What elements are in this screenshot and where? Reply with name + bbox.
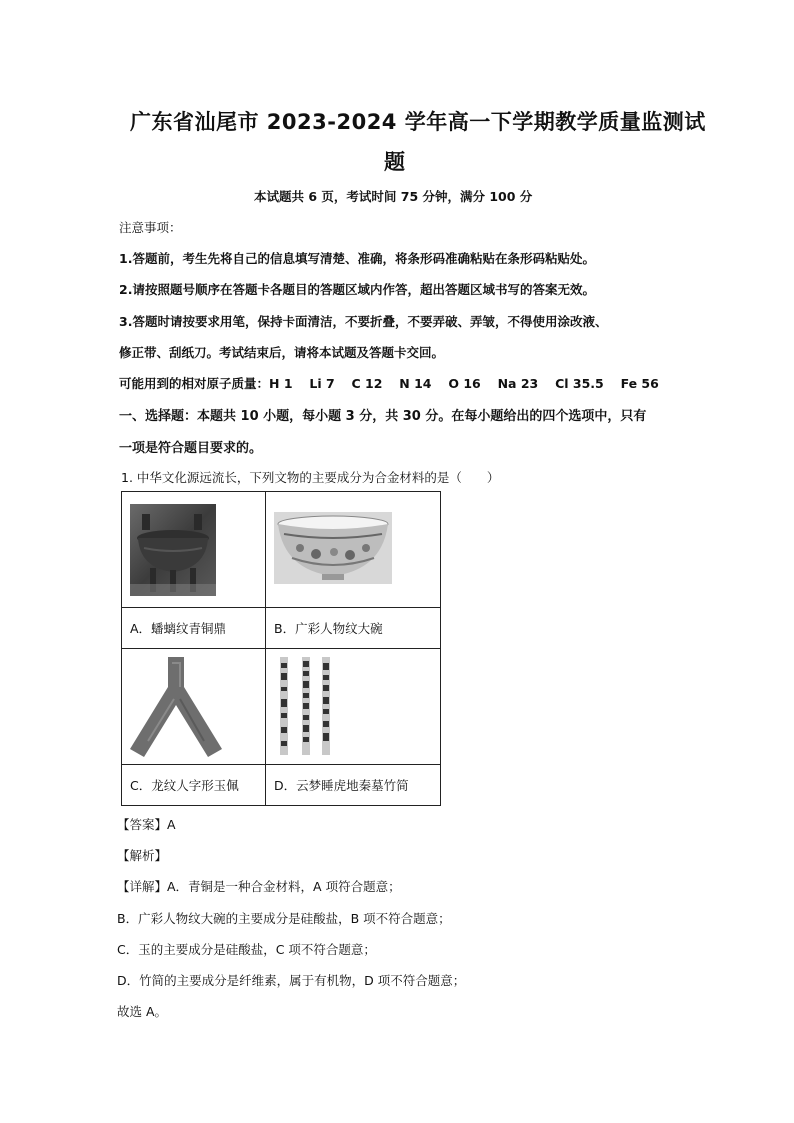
analysis-conclusion: 故选 A。: [117, 1004, 168, 1019]
porcelain-bowl-image: [274, 512, 392, 584]
notice-heading: 注意事项：: [119, 220, 182, 235]
analysis-detail-4: D．竹简的主要成分是纤维素，属于有机物，D 项不符合题意；: [117, 973, 466, 988]
option-d-label: D．云梦睡虎地秦墓竹简: [266, 765, 441, 806]
exam-subtitle: 本试题共 6 页，考试时间 75 分钟，满分 100 分: [254, 189, 533, 204]
option-b-label: B．广彩人物纹大碗: [266, 608, 441, 649]
jade-pendant-image: [128, 657, 224, 757]
analysis-detail-1: 【详解】A．青铜是一种合金材料，A 项符合题意；: [117, 879, 401, 894]
bronze-ding-image: [130, 504, 216, 596]
notice-item-2: 2.请按照题号顺序在答题卡各题目的答题区域内作答，超出答题区域书写的答案无效。: [119, 282, 595, 297]
options-table: [121, 491, 441, 806]
answer: 【答案】A: [117, 817, 176, 832]
notice-item-3-line1: 3.答题时请按要求用笔，保持卡面清洁，不要折叠，不要弄破、弄皱，不得使用涂改液、: [119, 314, 608, 329]
page-title-line1: 广东省汕尾市 2023-2024 学年高一下学期教学质量监测试: [130, 110, 706, 134]
section-1-heading-line1: 一、选择题：本题共 10 小题，每小题 3 分，共 30 分。在每小题给出的四个选项中，只有: [119, 409, 647, 424]
bamboo-slips-image: [278, 657, 334, 757]
option-c-image-cell: [122, 649, 266, 765]
option-a-image-cell: [122, 492, 266, 608]
question-1-stem: 1. 中华文化源远流长，下列文物的主要成分为合金材料的是（ ）: [121, 470, 500, 485]
section-1-heading-line2: 一项是符合题目要求的。: [119, 441, 263, 456]
page-title-line2: 题: [384, 150, 406, 174]
atomic-masses: 可能用到的相对原子质量：H 1 Li 7 C 12 N 14 O 16 Na 23 Cl 35.5 Fe 56: [119, 376, 659, 391]
analysis-detail-3: C．玉的主要成分是硅酸盐，C 项不符合题意；: [117, 942, 376, 957]
option-a-label: A．蟠螭纹青铜鼎: [122, 608, 266, 649]
option-b-image-cell: [266, 492, 441, 608]
option-d-image-cell: [266, 649, 441, 765]
notice-item-3-line2: 修正带、刮纸刀。考试结束后，请将本试题及答题卡交回。: [119, 345, 445, 360]
analysis-heading: 【解析】: [117, 848, 168, 863]
option-c-label: C．龙纹人字形玉佩: [122, 765, 266, 806]
analysis-detail-2: B．广彩人物纹大碗的主要成分是硅酸盐，B 项不符合题意；: [117, 911, 451, 926]
notice-item-1: 1.答题前，考生先将自己的信息填写清楚、准确，将条形码准确粘贴在条形码粘贴处。: [119, 251, 595, 266]
